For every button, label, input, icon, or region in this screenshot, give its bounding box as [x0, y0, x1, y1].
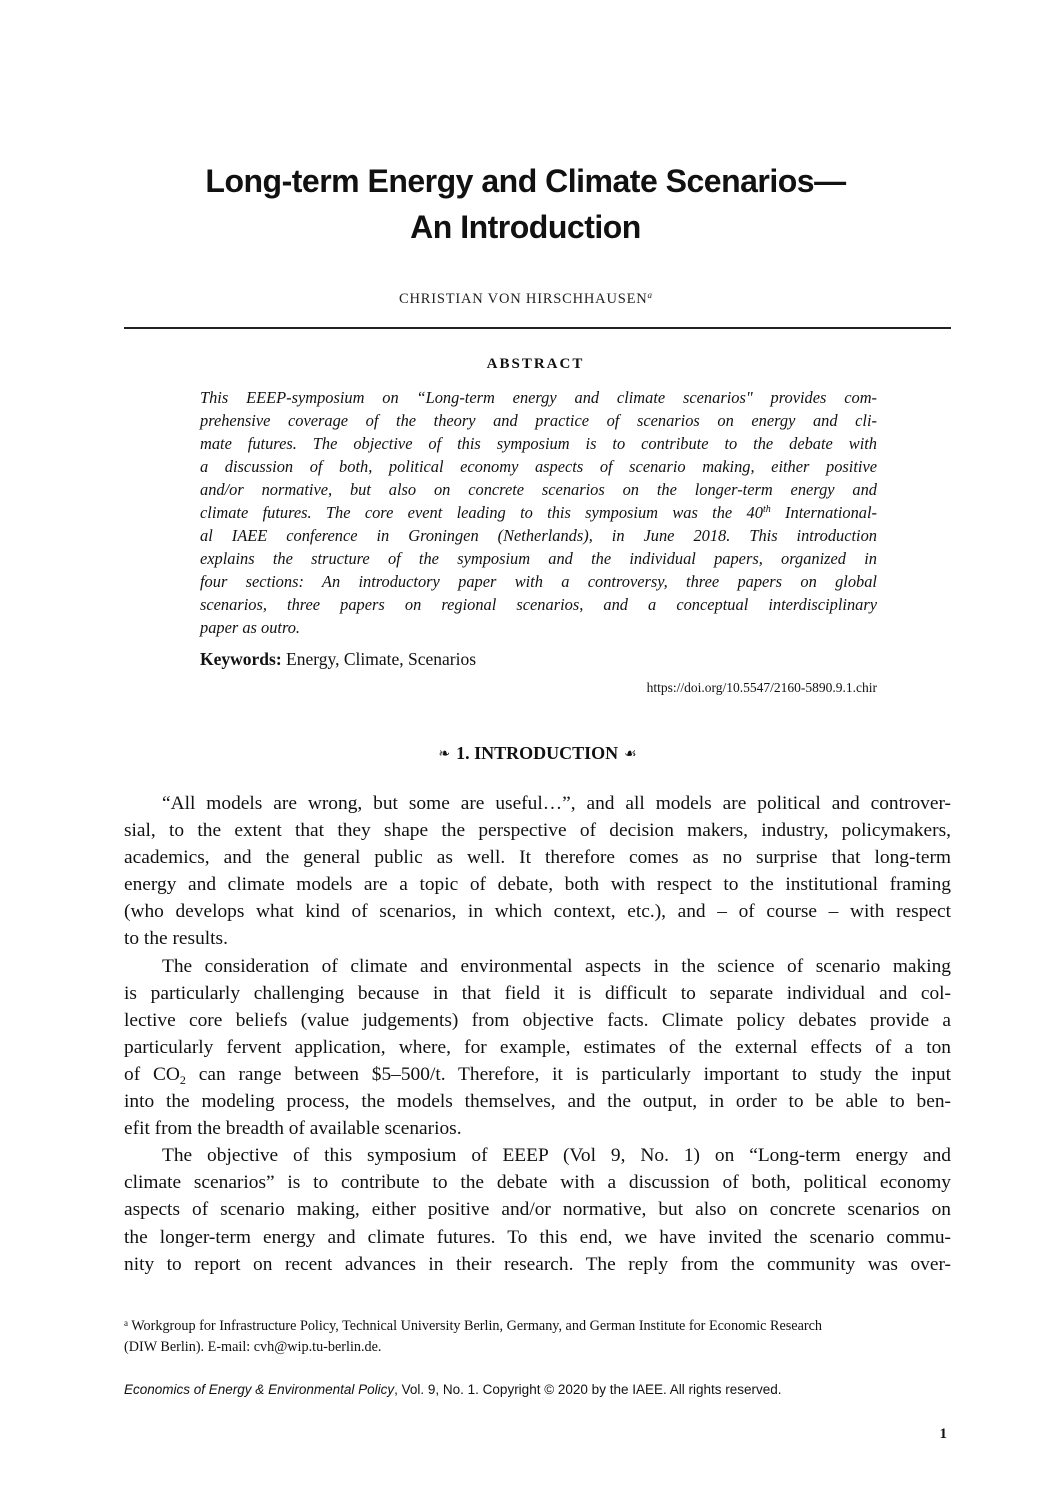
- body-line: particularly fervent application, where, for example, estimates of the external effects of a ton: [124, 1036, 951, 1058]
- body-line: The consideration of climate and environmental aspects in the science of scenario making: [162, 955, 951, 977]
- body-line: academics, and the general public as well. It therefore comes as no surprise that long-term: [124, 847, 951, 869]
- body-line: aspects of scenario making, either positive and/or normative, but also on concrete scenarios on: [124, 1199, 951, 1221]
- section-heading-introduction: [0, 743, 1051, 764]
- left-ornament-icon: ❧: [438, 747, 451, 762]
- keywords: [200, 649, 476, 670]
- abstract-line: four sections: An introductory paper with a controversy, three papers on global: [200, 572, 877, 591]
- body-line: “All models are wrong, but some are useful…”, and all models are political and controver-: [162, 793, 951, 814]
- abstract-line: [200, 501, 877, 524]
- body-line: The objective of this symposium of EEEP (Vol 9, No. 1) on “Long-term energy and: [162, 1145, 951, 1167]
- abstract-line: and/or normative, but also on concrete scenarios on the longer-term energy and: [200, 480, 877, 499]
- body-line: the longer-term energy and climate futures. To this end, we have invited the scenario commu-: [124, 1226, 951, 1248]
- body-line: sial, to the extent that they shape the perspective of decision makers, industry, policymakers,: [124, 820, 951, 842]
- title-line-1: Long-term Energy and Climate Scenarios—: [205, 163, 846, 199]
- journal-details: , Vol. 9, No. 1. Copyright © 2020 by the IAEE. All rights reserved.: [394, 1382, 782, 1397]
- abstract-text-fragment: climate futures. The core event leading to this symposium was the 40: [200, 503, 763, 522]
- footnote-line: (DIW Berlin). E-mail: cvh@wip.tu-berlin.de.: [124, 1339, 382, 1355]
- body-line: into the modeling process, the models themselves, and the output, in order to be able to ben-: [124, 1091, 951, 1113]
- abstract-line: al IAEE conference in Groningen (Netherlands), in June 2018. This introduction: [200, 526, 877, 545]
- abstract-heading: ABSTRACT: [486, 356, 585, 372]
- introduction-body: [124, 790, 951, 1278]
- abstract-line: prehensive coverage of the theory and practice of scenarios on energy and cli-: [200, 411, 877, 430]
- body-line: lective core beliefs (value judgements) from objective facts. Climate policy debates provide a: [124, 1009, 951, 1031]
- paper-title: [0, 158, 1051, 250]
- journal-name: Economics of Energy & Environmental Policy: [124, 1382, 395, 1397]
- page-number: 1: [939, 1426, 947, 1442]
- footnote-marker: a: [124, 1318, 128, 1328]
- body-text-fragment: of CO: [124, 1063, 180, 1085]
- author-name: [0, 290, 1051, 308]
- body-line: to the results.: [124, 928, 228, 950]
- body-line: climate scenarios” is to contribute to the debate with a discussion of both, political economy: [124, 1172, 951, 1194]
- body-line: is particularly challenging because in that field it is difficult to separate individual and col-: [124, 982, 951, 1004]
- subscript: 2: [179, 1072, 186, 1087]
- abstract-line: paper as outro.: [200, 618, 301, 637]
- author-affiliation-marker: a: [647, 290, 653, 300]
- right-ornament-icon: ☙: [624, 747, 637, 762]
- abstract-line: mate futures. The objective of this symposium is to contribute to the debate with: [200, 434, 877, 453]
- body-text-fragment: can range between $5–500/t. Therefore, it is particularly important to study the input: [185, 1063, 952, 1085]
- abstract-body: [200, 386, 877, 639]
- body-line: nity to report on recent advances in their research. The reply from the community was over-: [124, 1253, 951, 1275]
- footnote-line: [124, 1316, 951, 1337]
- footnote-text: Workgroup for Infrastructure Policy, Technical University Berlin, Germany, and German Institute for Economic Research: [128, 1318, 823, 1334]
- keywords-label: Keywords:: [200, 649, 282, 669]
- journal-citation: [124, 1382, 782, 1397]
- footnote: [124, 1316, 951, 1358]
- author-name-text: CHRISTIAN VON HIRSCHHAUSEN: [398, 291, 648, 307]
- doi-link[interactable]: https://doi.org/10.5547/2160-5890.9.1.chir: [646, 680, 877, 695]
- abstract-line: a discussion of both, political economy aspects of scenario making, either positive: [200, 457, 877, 476]
- abstract-text-fragment: International-: [770, 503, 878, 522]
- keywords-value: Energy, Climate, Scenarios: [281, 649, 477, 669]
- body-line: energy and climate models are a topic of debate, both with respect to the institutional framing: [124, 874, 951, 896]
- section-heading-text: 1. INTRODUCTION: [456, 743, 619, 763]
- ordinal-suffix: th: [762, 504, 771, 515]
- title-line-2: An Introduction: [410, 209, 641, 245]
- body-line: efit from the breadth of available scenarios.: [124, 1118, 462, 1140]
- header-divider: [124, 327, 951, 329]
- body-line: (who develops what kind of scenarios, in which context, etc.), and – of course – with respect: [124, 901, 951, 923]
- body-line: [124, 1061, 951, 1088]
- abstract-line: scenarios, three papers on regional scenarios, and a conceptual interdisciplinary: [200, 595, 877, 614]
- abstract-line: explains the structure of the symposium and the individual papers, organized in: [200, 549, 877, 568]
- abstract-line: This EEEP-symposium on “Long-term energy and climate scenarios" provides com-: [200, 388, 877, 407]
